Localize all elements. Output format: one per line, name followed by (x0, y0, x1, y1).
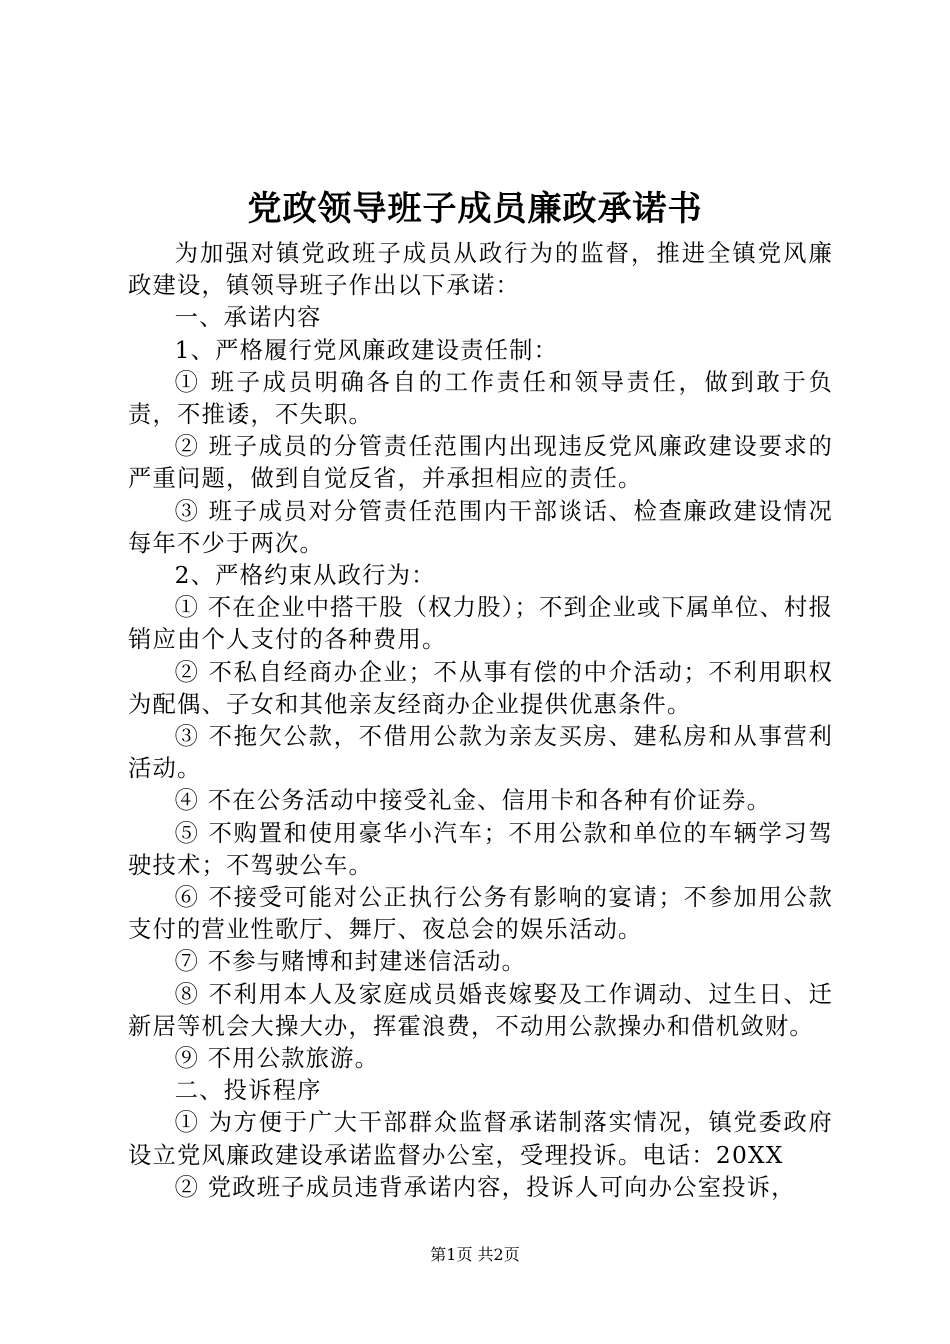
list-item: ③ 不拖欠公款，不借用公款为亲友买房、建私房和从事营利活动。 (128, 723, 833, 783)
list-item: ② 不私自经商办企业；不从事有偿的中介活动；不利用职权为配偶、子女和其他亲友经商办企业提供优惠条件。 (128, 658, 833, 718)
list-item: ⑦ 不参与赌博和封建迷信活动。 (174, 948, 527, 976)
subsection-heading-responsibility: 1、严格履行党风廉政建设责任制： (174, 336, 559, 364)
subsection-heading-conduct: 2、严格约束从政行为： (174, 562, 436, 590)
page-footer: 第1页 共2页 (430, 1245, 520, 1264)
intro-paragraph: 为加强对镇党政班子成员从政行为的监督，推进全镇党风廉政建设，镇领导班子作出以下承诺： (128, 240, 833, 300)
list-item: ④ 不在公务活动中接受礼金、信用卡和各种有价证券。 (174, 787, 772, 815)
section-heading-complaints: 二、投诉程序 (174, 1077, 322, 1105)
list-item: ③ 班子成员对分管责任范围内干部谈话、检查廉政建设情况每年不少于两次。 (128, 497, 833, 557)
section-heading-commitments: 一、承诺内容 (174, 304, 322, 332)
list-item: ⑧ 不利用本人及家庭成员婚丧嫁娶及工作调动、过生日、迁新居等机会大操大办，挥霍浪费，不动用公款操办和借机敛财。 (128, 980, 833, 1040)
list-item: ⑨ 不用公款旅游。 (174, 1045, 380, 1073)
list-item: ⑤ 不购置和使用豪华小汽车；不用公款和单位的车辆学习驾驶技术；不驾驶公车。 (128, 819, 833, 879)
list-item: ① 为方便于广大干部群众监督承诺制落实情况，镇党委政府设立党风廉政建设承诺监督办公室，受理投诉。电话：20XX (128, 1109, 833, 1169)
document-title: 党政领导班子成员廉政承诺书 (247, 189, 703, 229)
list-item: ⑥ 不接受可能对公正执行公务有影响的宴请；不参加用公款支付的营业性歌厅、舞厅、夜总会的娱乐活动。 (128, 884, 833, 944)
list-item: ② 党政班子成员违背承诺内容，投诉人可向办公室投诉， (174, 1173, 796, 1201)
list-item: ② 班子成员的分管责任范围内出现违反党风廉政建设要求的严重问题，做到自觉反省，并承担相应的责任。 (128, 433, 833, 493)
list-item: ① 班子成员明确各自的工作责任和领导责任，做到敢于负责，不推诿，不失职。 (128, 368, 833, 429)
list-item: ① 不在企业中搭干股（权力股）；不到企业或下属单位、村报销应由个人支付的各种费用。 (128, 594, 833, 654)
document-body (128, 238, 833, 1204)
